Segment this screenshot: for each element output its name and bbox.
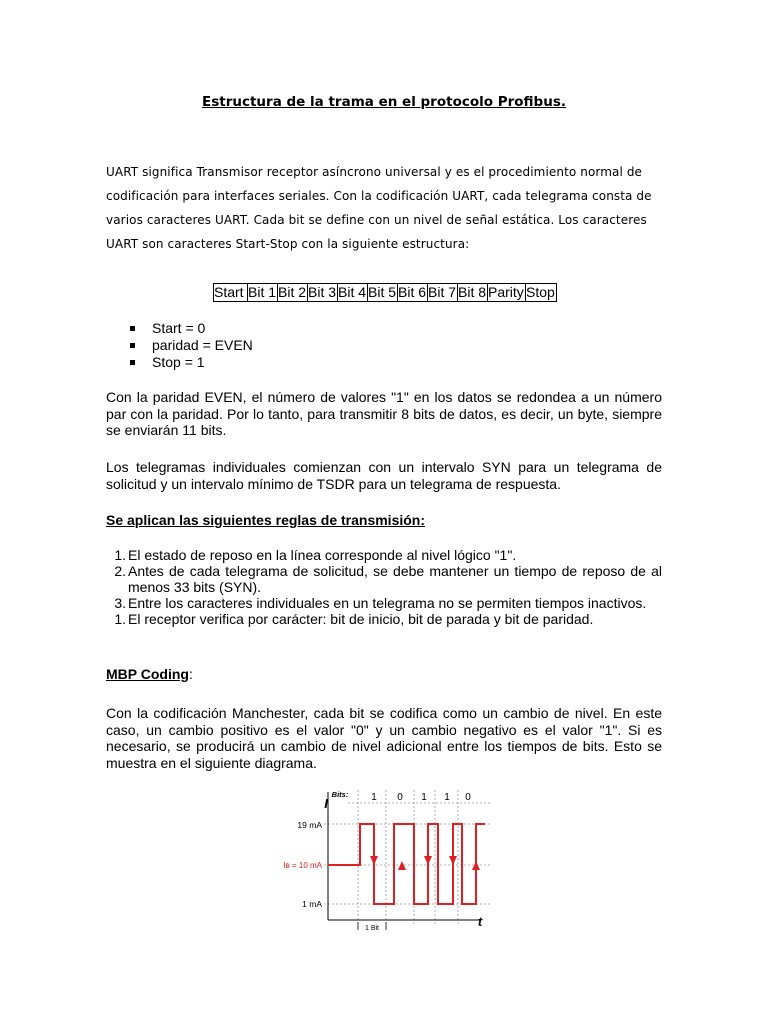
bit-value: 1 (421, 792, 427, 803)
frame-cell-bit4: Bit 4 (338, 284, 367, 300)
frame-cell-bit8: Bit 8 (458, 284, 487, 300)
intro-line: UART son caracteres Start-Stop con la siguiente estructura: (106, 237, 470, 251)
y-axis-label: I (324, 796, 328, 811)
frame-cell-bit2: Bit 2 (278, 284, 307, 300)
transition-arrow (398, 861, 406, 870)
frame-cell-bit5: Bit 5 (368, 284, 397, 300)
list-item: 2. Antes de cada telegrama de solicitud, se debe mantener un tiempo de reposo de al menos 33 bits (SYN). (114, 563, 662, 595)
list-item: 3. Entre los caracteres individuales en un telegrama no se permiten tiempos inactivos. (114, 595, 647, 611)
level-low-label: 1 mA (302, 899, 322, 909)
intro-line: codificación para interfaces seriales. Con la codificación UART, cada telegrama consta de (106, 189, 652, 203)
rules-heading: Se aplican las siguientes reglas de transmisión: (106, 512, 426, 528)
bit-value: 0 (397, 792, 403, 803)
bit-width-label: 1 Bit (364, 925, 380, 932)
x-axis-label: t (477, 914, 483, 929)
transition-arrow (424, 856, 432, 865)
square-bullet-icon (130, 326, 135, 331)
manchester-diagram (283, 784, 510, 934)
list-item: 1. El receptor verifica por carácter: bit de inicio, bit de parada y bit de paridad. (114, 611, 594, 627)
frame-cell-bit1: Bit 1 (248, 284, 277, 300)
intro-line: UART significa Transmisor receptor asíncrono universal y es el procedimiento normal de (106, 165, 643, 179)
intro-line: varios caracteres UART. Cada bit se define con un nivel de señal estática. Los caracteres (106, 213, 647, 227)
square-bullet-icon (130, 360, 135, 365)
list-item: Stop = 1 (128, 354, 253, 371)
frame-cell-bit3: Bit 3 (308, 284, 337, 300)
list-item: 1. El estado de reposo en la línea corresponde al nivel lógico "1". (114, 547, 517, 563)
frame-cell-bit6: Bit 6 (398, 284, 427, 300)
list-item: paridad = EVEN (128, 337, 253, 354)
mbp-heading: MBP Coding: (106, 666, 193, 682)
transition-arrow (449, 856, 457, 865)
level-high-label: 19 mA (297, 820, 322, 830)
uart-frame-table (213, 283, 557, 302)
parity-paragraph: Con la paridad EVEN, el número de valores "1" en los datos se redondea a un número par con la paridad. Por lo tanto, para transmitir 8 bits de datos, es decir, un byte, siempre se enviarán 11 bits. (106, 389, 662, 438)
bits-label: Bits: (331, 790, 349, 799)
frame-cell-stop: Stop (526, 284, 555, 300)
list-item: Start = 0 (128, 320, 253, 337)
signal-waveform (328, 824, 485, 904)
page-title: Estructura de la trama en el protocolo Profibus. (202, 94, 566, 110)
syn-paragraph: Los telegramas individuales comienzan con un intervalo SYN para un telegrama de solicitud y un intervalo mínimo de TSDR para un telegrama de respuesta. (106, 459, 662, 492)
bit-value: 0 (465, 792, 471, 803)
square-bullet-icon (130, 343, 135, 348)
intro-paragraph (106, 160, 666, 256)
transmission-rules-list (106, 547, 662, 627)
frame-cell-bit7: Bit 7 (428, 284, 457, 300)
bit-value: 1 (444, 792, 450, 803)
bit-value: 1 (371, 792, 377, 803)
transition-arrow (472, 861, 480, 870)
frame-cell-start: Start (214, 284, 248, 302)
manchester-paragraph: Con la codificación Manchester, cada bit se codifica como un cambio de nivel. En este caso, un cambio positivo es el valor "0" y un cambio negativo es el valor "1". Si es necesario, se producirá un cambio de nivel adicional entre los tiempos de bits. Esto se muestra en el siguiente diagrama. (106, 705, 662, 771)
frame-cell-parity: Parity (488, 284, 524, 300)
level-mid-label: Iʙ = 10 mA (283, 861, 322, 870)
transition-arrow (370, 856, 378, 865)
frame-values-list (128, 320, 253, 371)
